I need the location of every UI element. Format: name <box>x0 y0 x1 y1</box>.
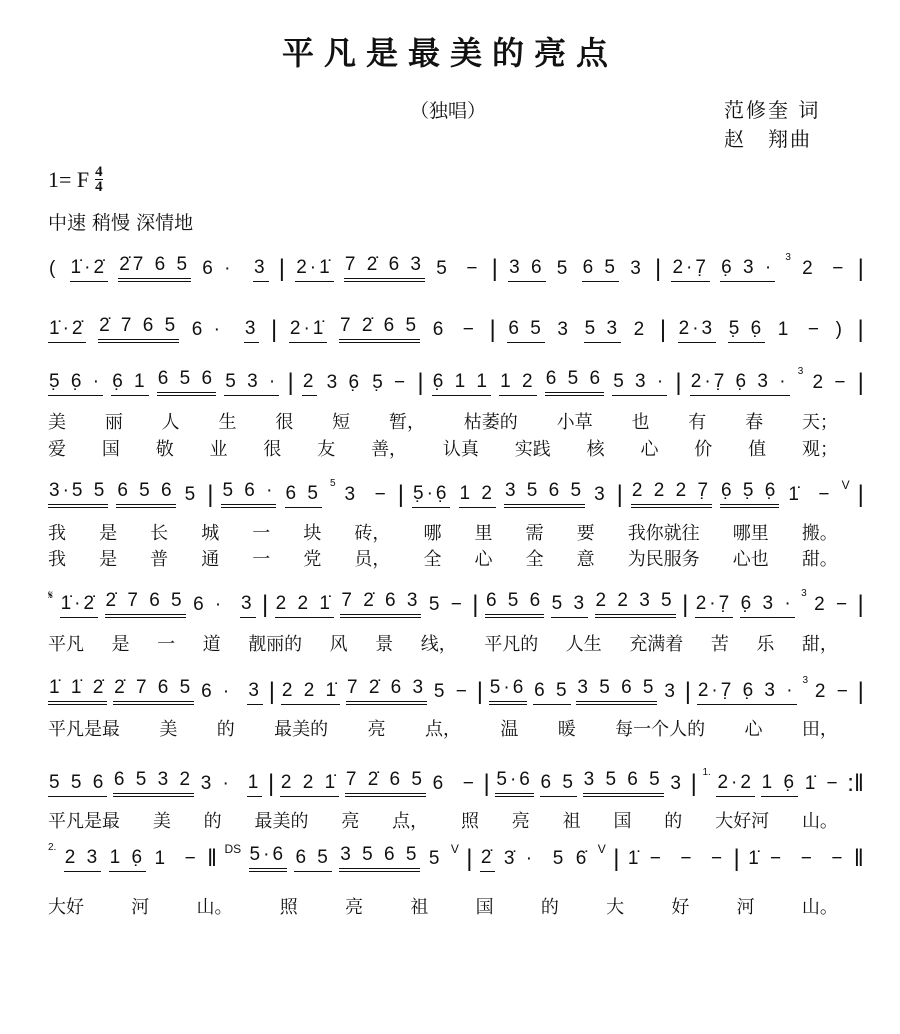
lyric-syllable: 一 <box>252 549 271 570</box>
lyricist-credit: 范修奎 词 <box>724 98 821 122</box>
note-group: 6 5 6 <box>157 368 216 396</box>
note-group: 2·3 <box>678 318 716 343</box>
lyric-syllable: 山。 <box>801 811 838 832</box>
note-group: 1̇ − <box>804 773 841 794</box>
note-group: 6 5 <box>533 680 570 705</box>
barline: | <box>472 591 479 618</box>
lyric-syllable: 认真 <box>442 439 479 460</box>
barline: | <box>268 770 275 797</box>
note-group: 1̇·2̇ <box>48 318 86 343</box>
barline: | <box>675 369 682 396</box>
lyric-syllable: 田， <box>801 719 838 740</box>
barline: | <box>483 770 490 797</box>
note-group: 1 − <box>777 319 822 340</box>
note-group: 3 6̣ <box>326 372 363 393</box>
note-group: 5 <box>428 848 443 869</box>
lyric-syllable: 意 <box>576 549 595 570</box>
note-group: 2 − <box>812 372 849 393</box>
note-group: 7 2̇ 6 3 <box>344 254 425 282</box>
time-signature-top: 4 <box>95 164 103 180</box>
note-group: 3 <box>557 319 571 340</box>
note-group: 5̣ 6̣ <box>728 318 765 343</box>
barline: | <box>857 591 864 618</box>
lyric-syllable: 为民服务 <box>627 549 700 570</box>
barline: | <box>491 255 498 282</box>
lyric-syllable: 是 <box>111 634 130 655</box>
lyric-syllable: 照 <box>279 897 298 918</box>
note-group: 1 2 <box>459 483 496 508</box>
note-group: 5·6 <box>249 844 287 872</box>
note-group: ( <box>49 258 59 279</box>
score-line <box>48 767 864 797</box>
note-group: 6 · <box>201 681 241 702</box>
note-group: 5 <box>184 484 199 505</box>
lyric-syllable: 全 <box>423 549 442 570</box>
lyric-syllable: 城 <box>201 523 220 544</box>
performance-mark: V <box>450 842 459 856</box>
note-group: 2·7̣ <box>695 593 733 618</box>
note-group: 7 2̇ 6 3 <box>346 677 427 705</box>
lyric-syllable: 砖， <box>354 523 391 544</box>
lyric-syllable: 河 <box>736 897 755 918</box>
lyric-syllable: 每一个人的 <box>615 719 706 740</box>
barline: | <box>659 316 667 343</box>
lyric-syllable: 祖 <box>562 811 581 832</box>
note-group: 1̇ 1̇ 2̇ <box>48 677 107 705</box>
tempo-marking: 中速 稍慢 深情地 <box>48 212 194 234</box>
note-group: 2̇ 7 6 5 <box>113 677 194 705</box>
note-group: 2 − <box>814 681 851 702</box>
note-group: 2 2 3 5 <box>595 590 676 618</box>
note-group: 2 2 1̇ <box>281 680 340 705</box>
note-group: 6̣ 3 · <box>720 257 775 282</box>
note-group: 6̣ 1 1 <box>432 371 491 396</box>
lyric-syllable: 人 <box>161 412 180 433</box>
lyric-syllable: 照 <box>460 811 479 832</box>
lyrics-line <box>48 630 838 656</box>
lyrics-line <box>48 545 838 571</box>
note-group: 2 <box>302 371 318 396</box>
lyric-syllable: 亮 <box>367 719 386 740</box>
note-group: 7 2̇ 6 3 <box>340 590 421 618</box>
lyric-syllable: 我 <box>48 549 66 570</box>
note-group: 6 5 <box>540 772 577 797</box>
lyric-syllable: 要 <box>576 523 595 544</box>
note-group: 2 <box>633 319 648 340</box>
note-group: 6 5 <box>582 257 619 282</box>
lyric-syllable: 美 <box>152 811 171 832</box>
performance-mark: 𝄋 <box>48 588 54 602</box>
barline: ‖ <box>853 845 864 872</box>
note-group: 6 5 <box>294 847 331 872</box>
note-group: 5 3 · <box>224 371 279 396</box>
score-line <box>48 313 864 343</box>
barline: | <box>278 255 285 282</box>
barline: | <box>690 770 697 797</box>
lyric-syllable: 丽 <box>104 412 123 433</box>
barline: | <box>857 316 864 343</box>
lyric-syllable: 价 <box>694 439 713 460</box>
note-group: 5 3 <box>584 318 621 343</box>
note-group: 5̣·6̣ <box>412 483 450 508</box>
barline: | <box>489 316 496 343</box>
note-group: 6̣ 1 <box>111 371 148 396</box>
composer-credit: 赵 翔曲 <box>724 127 812 151</box>
note-group: 6 · <box>191 319 232 340</box>
lyric-syllable: 也 <box>631 412 650 433</box>
note-group: 6̇ <box>575 848 590 869</box>
barline: | <box>397 481 404 508</box>
lyric-syllable: 乐 <box>756 634 775 655</box>
lyric-syllable: 实践 <box>514 439 551 460</box>
lyric-syllable: 山。 <box>801 897 838 918</box>
time-signature <box>95 165 103 194</box>
lyric-syllable: 大好河 <box>715 811 770 832</box>
lyric-syllable: 景 <box>375 634 394 655</box>
lyric-syllable: 观； <box>801 439 838 460</box>
grace-note: 3 <box>797 366 804 377</box>
lyric-syllable: 善， <box>371 439 408 460</box>
note-group: 2 − <box>802 258 847 279</box>
barline: | <box>682 591 689 618</box>
score-line <box>48 478 864 508</box>
note-group: 3 6 <box>508 257 545 282</box>
note-group: 1 <box>247 772 263 797</box>
note-group: 7 2̇ 6 5 <box>345 769 426 797</box>
note-group: 2·7̣ <box>671 257 709 282</box>
note-group: 2 2 2 7̣ <box>631 480 712 508</box>
note-group: 1̇ − <box>788 484 833 505</box>
lyric-syllable: 的 <box>203 811 222 832</box>
lyric-syllable: 最美的 <box>254 811 309 832</box>
note-group: 2̇ 7 6 5 <box>98 315 179 343</box>
lyric-syllable: 温 <box>500 719 519 740</box>
lyric-syllable: 苦 <box>710 634 729 655</box>
lyric-syllable: 员， <box>354 549 391 570</box>
note-group: 5·6 <box>489 677 527 705</box>
barline: | <box>207 481 214 508</box>
lyric-syllable: 爱 <box>48 439 66 460</box>
lyrics-line <box>48 408 838 434</box>
barline: | <box>476 678 483 705</box>
note-group: 1 − <box>154 848 199 869</box>
note-group: 3̇ · <box>503 848 544 869</box>
note-group: 1̇ − − − <box>748 848 846 869</box>
note-group: 6 5 6 <box>485 590 544 618</box>
note-group: 5 − <box>428 594 465 615</box>
note-group: 2·1̇ <box>289 318 327 343</box>
score-line <box>48 675 864 705</box>
lyric-syllable: 人生 <box>565 634 602 655</box>
lyric-syllable: 亮 <box>511 811 530 832</box>
time-signature-bottom: 4 <box>95 179 103 195</box>
lyric-syllable: 友 <box>317 439 336 460</box>
lyric-syllable: 靓丽的 <box>248 634 303 655</box>
barline: | <box>271 316 278 343</box>
note-group: 1 6̣ <box>761 772 798 797</box>
lyric-syllable: 春 <box>745 412 764 433</box>
note-group: 1 2 <box>499 371 536 396</box>
lyric-syllable: 党 <box>303 549 322 570</box>
grace-note: 3 <box>801 588 807 599</box>
lyric-syllable: 敬 <box>155 439 174 460</box>
note-group: 5 <box>552 848 567 869</box>
song-title: 平凡是最美的亮点 <box>281 34 618 72</box>
lyric-syllable: 核 <box>586 439 605 460</box>
lyric-syllable: 美 <box>48 412 66 433</box>
lyric-syllable: 全 <box>525 549 544 570</box>
lyric-syllable: 心 <box>474 549 493 570</box>
lyric-syllable: 普 <box>150 549 169 570</box>
lyric-syllable: 的 <box>216 719 235 740</box>
note-group: 3 <box>244 318 260 343</box>
note-group: 6 5 <box>507 318 544 343</box>
barline: | <box>655 255 662 282</box>
barline: | <box>268 678 276 705</box>
barline: | <box>857 255 864 282</box>
note-group: 7 2̇ 6 5 <box>339 315 420 343</box>
lyric-syllable: 暖 <box>557 719 576 740</box>
note-group: 5 − <box>436 258 481 279</box>
lyrics-line <box>48 435 838 461</box>
lyrics-line <box>48 807 838 833</box>
note-group: 1̇·2̇ <box>70 257 108 282</box>
lyric-syllable: 块 <box>303 523 322 544</box>
note-group: 1̇ − − − <box>627 848 726 869</box>
note-group: 6 · <box>193 594 233 615</box>
note-group: 3 <box>594 484 608 505</box>
note-group: 5 6 · <box>221 480 276 508</box>
note-group: 2̇ <box>480 847 496 872</box>
lyric-syllable: 最美的 <box>274 719 329 740</box>
lyric-syllable: 暂， <box>388 412 425 433</box>
lyric-syllable: 我你就往 <box>627 523 700 544</box>
note-group: 6 · <box>202 258 242 279</box>
lyric-syllable: 枯萎的 <box>463 412 518 433</box>
volta-bracket-label: 2. <box>48 842 57 853</box>
lyric-syllable: 小草 <box>556 412 593 433</box>
note-group: ) <box>835 319 845 340</box>
performance-mark: V <box>841 478 850 492</box>
lyric-syllable: 好 <box>671 897 690 918</box>
note-group: 6 5 <box>285 483 322 508</box>
note-group: 5 − <box>433 681 470 702</box>
note-group: 2̇7 6 5 <box>118 254 191 282</box>
performance-type: （独唱） <box>410 100 487 122</box>
barline: | <box>261 591 269 618</box>
lyric-syllable: 国 <box>475 897 494 918</box>
note-group: 3 <box>253 257 269 282</box>
lyric-syllable: 的 <box>664 811 683 832</box>
lyric-syllable: 心也 <box>732 549 769 570</box>
lyric-syllable: 山。 <box>196 897 233 918</box>
lyric-syllable: 平凡是最 <box>48 719 120 740</box>
lyric-syllable: 平凡的 <box>484 634 539 655</box>
lyric-syllable: 甜， <box>801 634 838 655</box>
lyric-syllable: 大好 <box>48 897 84 918</box>
note-group: 1 6̣ <box>109 847 146 872</box>
volta-bracket-label: 1. <box>702 767 711 778</box>
note-group: 5̣ 6̣ · <box>48 371 103 396</box>
lyric-syllable: 风 <box>329 634 348 655</box>
note-group: 3·5 5 <box>48 480 108 508</box>
note-group: 3 5 6 5 <box>504 480 585 508</box>
note-group: 3 5 6 5 <box>583 769 664 797</box>
lyric-syllable: 哪里 <box>732 523 769 544</box>
lyric-syllable: 平凡 <box>48 634 84 655</box>
note-group: 1̇·2̇ <box>60 593 98 618</box>
lyric-syllable: 平凡是最 <box>48 811 120 832</box>
note-group: 5 3 · <box>612 371 667 396</box>
note-group: 6 5 6 <box>545 368 604 396</box>
note-group: 2·7̣ 6̣ 3 · <box>690 371 790 396</box>
score-line <box>48 366 864 396</box>
barline: | <box>287 369 294 396</box>
barline: | <box>417 369 424 396</box>
score-line <box>48 588 864 618</box>
lyric-syllable: 哪 <box>423 523 442 544</box>
barline: | <box>466 845 473 872</box>
note-group: 5·6 <box>495 769 533 797</box>
lyric-syllable: 道 <box>202 634 221 655</box>
lyric-syllable: 很 <box>275 412 294 433</box>
note-group: 2·2 <box>716 772 754 797</box>
lyric-syllable: 心 <box>640 439 659 460</box>
barline: ‖ <box>207 845 218 872</box>
note-group: 3 <box>630 258 644 279</box>
lyric-syllable: 亮 <box>345 897 364 918</box>
key-label: 1= F <box>48 166 90 192</box>
lyric-syllable: 通 <box>201 549 220 570</box>
note-group: 3 <box>240 593 256 618</box>
lyric-syllable: 的 <box>540 897 559 918</box>
grace-note: 3 <box>802 675 808 686</box>
performance-mark: V <box>597 842 606 856</box>
note-group: 3 · <box>200 773 241 794</box>
barline: :‖ <box>847 770 864 797</box>
lyric-syllable: 需 <box>525 523 544 544</box>
barline: | <box>616 481 623 508</box>
note-group: 6 5 6 <box>116 480 175 508</box>
lyric-syllable: 很 <box>263 439 282 460</box>
note-group: 3 5 6 5 <box>339 844 420 872</box>
note-group: 2 2 1̇ <box>275 593 334 618</box>
note-group: 3 <box>670 773 684 794</box>
lyric-syllable: 短 <box>332 412 351 433</box>
lyric-syllable: 河 <box>131 897 150 918</box>
note-group: 5̣ − <box>372 372 409 393</box>
lyrics-line <box>48 893 838 919</box>
note-group: 3 <box>247 680 263 705</box>
lyric-syllable: 搬。 <box>801 523 838 544</box>
note-group: 3 5 6 5 <box>576 677 657 705</box>
note-group: 6 − <box>432 773 477 794</box>
lyric-syllable: 一 <box>252 523 271 544</box>
note-group: 2 2 1̇ <box>280 772 339 797</box>
lyrics-line <box>48 715 838 741</box>
note-group: 2·1̇ <box>295 257 333 282</box>
key-signature <box>48 165 103 194</box>
lyric-syllable: 线， <box>420 634 457 655</box>
lyric-syllable: 生 <box>218 412 237 433</box>
note-group: 6̣ 5̣ 6̣ <box>720 480 779 508</box>
note-group: 5 3 <box>551 593 588 618</box>
lyric-syllable: 有 <box>688 412 707 433</box>
lyric-syllable: 国 <box>101 439 120 460</box>
note-group: 2 − <box>814 594 851 615</box>
lyric-syllable: 是 <box>99 523 118 544</box>
barline: | <box>857 369 864 396</box>
note-group: 2̇ 7 6 5 <box>105 590 186 618</box>
lyric-syllable: 祖 <box>410 897 429 918</box>
grace-note: 5 <box>329 478 336 489</box>
grace-note: 3 <box>785 252 791 263</box>
score-line <box>48 252 864 282</box>
note-group: 6 5 3 2 <box>113 769 194 797</box>
lyric-syllable: 业 <box>209 439 228 460</box>
lyric-syllable: 大 <box>606 897 625 918</box>
lyric-syllable: 心 <box>744 719 763 740</box>
lyric-syllable: 天； <box>801 412 838 433</box>
lyric-syllable: 里 <box>474 523 493 544</box>
barline: | <box>733 845 740 872</box>
lyric-syllable: 点， <box>392 811 429 832</box>
note-group: 2 3 <box>64 847 101 872</box>
note-group: 6̣ 3 · <box>740 593 795 618</box>
lyric-syllable: 值 <box>748 439 767 460</box>
lyric-syllable: 长 <box>150 523 169 544</box>
lyric-syllable: 点， <box>424 719 461 740</box>
lyric-syllable: 美 <box>159 719 178 740</box>
barline: | <box>857 678 864 705</box>
barline: | <box>684 678 691 705</box>
lyrics-line <box>48 519 838 545</box>
lyric-syllable: 一 <box>157 634 176 655</box>
barline: | <box>857 481 864 508</box>
score-line <box>48 842 864 872</box>
note-group: 3 − <box>344 484 389 505</box>
note-group: 6 − <box>432 319 477 340</box>
lyric-syllable: 国 <box>613 811 632 832</box>
note-group: 5 5 6 <box>48 772 107 797</box>
lyric-syllable: 我 <box>48 523 66 544</box>
note-group: 5 <box>556 258 571 279</box>
note-group: 3 <box>664 681 678 702</box>
lyric-syllable: 甜。 <box>801 549 838 570</box>
performance-mark: DS <box>224 842 242 856</box>
lyric-syllable: 充满着 <box>629 634 684 655</box>
lyric-syllable: 是 <box>99 549 118 570</box>
lyric-syllable: 亮 <box>341 811 360 832</box>
note-group: 2·7̣ 6̣ 3 · <box>697 680 797 705</box>
barline: | <box>613 845 620 872</box>
